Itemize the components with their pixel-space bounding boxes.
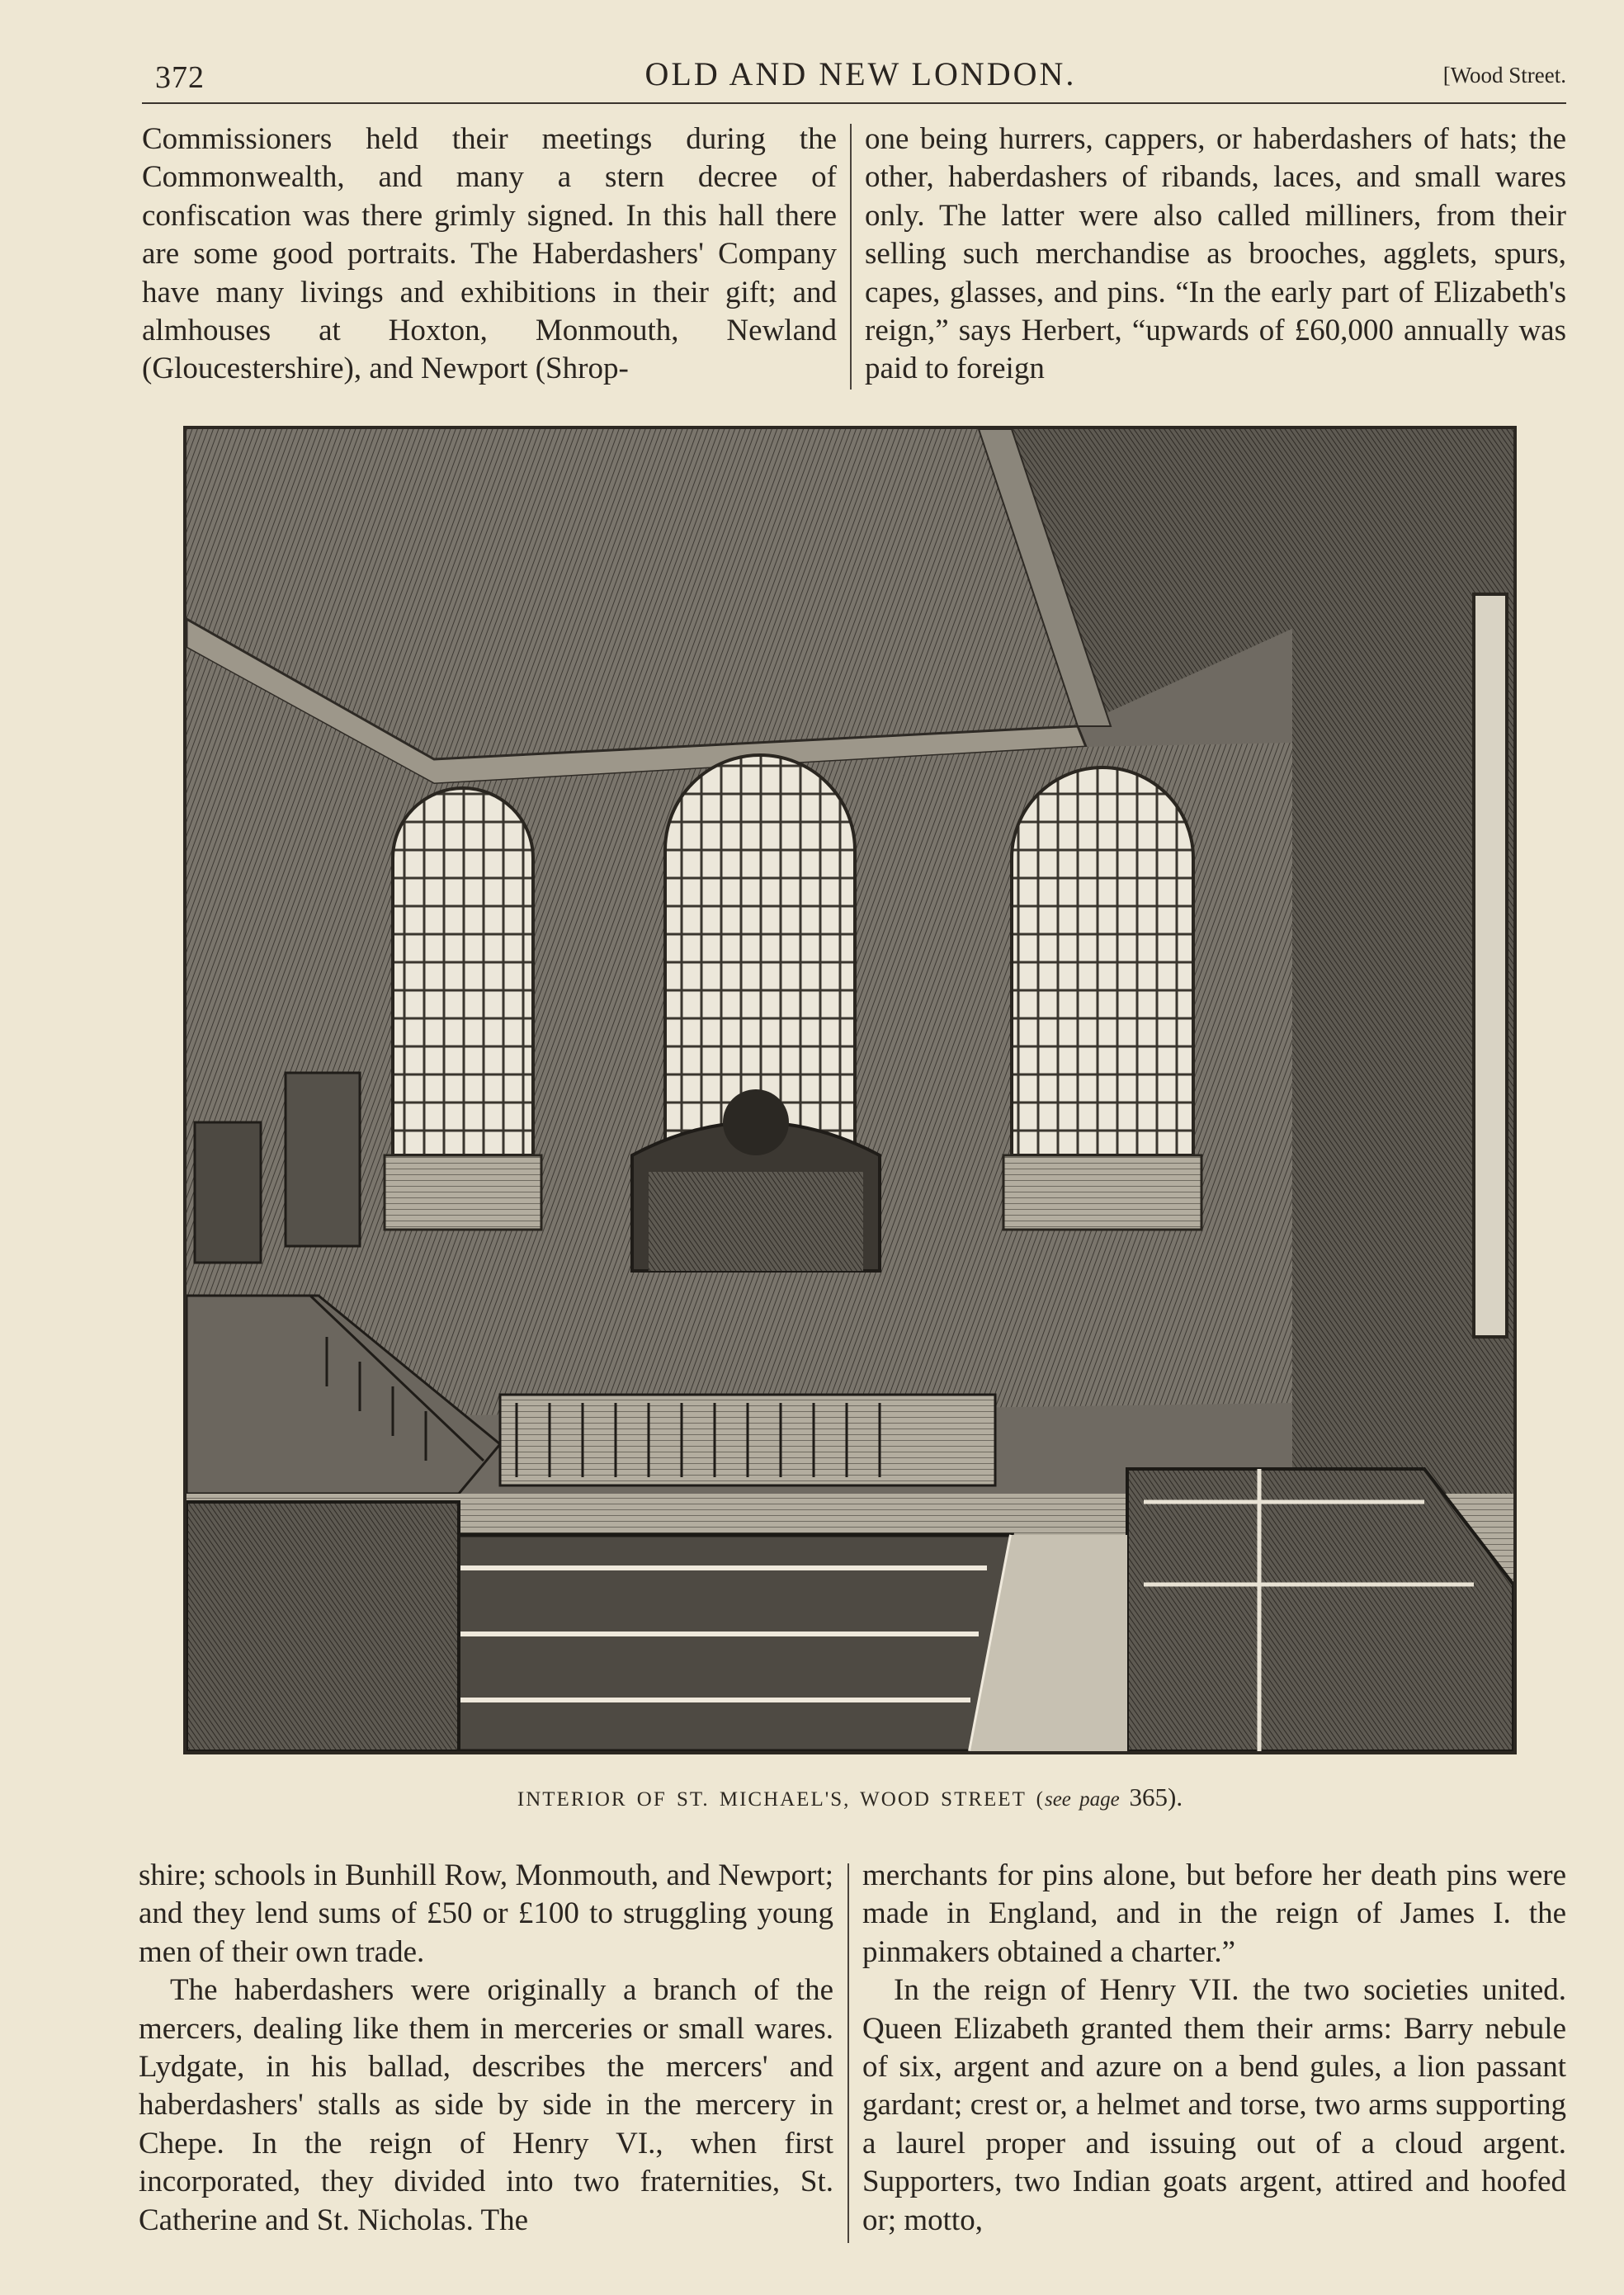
column-divider-top bbox=[850, 124, 852, 390]
engraving-illustration bbox=[183, 426, 1517, 1754]
paragraph: The haberdashers were originally a branch of the mercers, dealing like them in merceries or small wares. Lydgate, in his ballad, describes the mercers' and haberdashers' stalls as side by side in the mercery in Chepe. In the reign of Henry VI., when first incorporated, they divided into two fraternities, St. Catherine and St. Nicholas. The bbox=[139, 1973, 833, 2237]
caption-page-ref: 365). bbox=[1119, 1783, 1183, 1811]
caption-see-page: see page bbox=[1044, 1788, 1120, 1811]
paragraph: In the reign of Henry VII. the two societies united. Queen Elizabeth granted them their arms: Barry nebule of six, argent and azure on a bend gules, a lion passant gardant; crest or, a helmet and torse, two arms supporting a laurel proper and issuing out of a cloud argent. Supporters, two Indian goats argent, attired and hoofed or; motto, bbox=[862, 1973, 1566, 2237]
top-right-column bbox=[865, 120, 1566, 393]
paragraph: Commissioners held their meetings during the Commonwealth, and many a stern decree of confiscation was there grimly signed. In this hall there are some good portraits. The Haberdashers' Company have many livings and exhibitions in their gift; and almhouses at Hoxton, Monmouth, Newland (Gloucestershire), and Newport (Shrop- bbox=[142, 122, 837, 386]
bottom-right-column bbox=[862, 1857, 1566, 2253]
top-left-column bbox=[142, 120, 837, 393]
page-number: 372 bbox=[155, 60, 205, 95]
running-title: OLD AND NEW LONDON. bbox=[644, 55, 1077, 92]
bottom-left-column bbox=[139, 1857, 833, 2253]
paragraph: shire; schools in Bunhill Row, Monmouth, and Newport; and they lend sums of £50 or £100 to struggling young men of their own trade. bbox=[139, 1858, 833, 1969]
header-rule bbox=[142, 102, 1566, 104]
section-marker: [Wood Street. bbox=[1442, 63, 1566, 87]
caption-title: INTERIOR OF ST. MICHAEL'S, WOOD STREET ( bbox=[517, 1788, 1045, 1811]
illustration-caption bbox=[183, 1783, 1517, 1812]
paragraph: merchants for pins alone, but before her death pins were made in England, and in the reign of James I. the pinmakers obtained a charter.” bbox=[862, 1858, 1566, 1969]
paragraph: one being hurrers, cappers, or haberdashers of hats; the other, haberdashers of ribands, laces, and small wares only. The latter were also called milliners, from their selling such merchandise as brooches, agglets, spurs, capes, glasses, and pins. “In the early part of Elizabeth's reign,” says Herbert, “upwards of £60,000 annually was paid to foreign bbox=[865, 122, 1566, 386]
running-header bbox=[155, 51, 1566, 101]
column-divider-bottom bbox=[847, 1863, 849, 2243]
